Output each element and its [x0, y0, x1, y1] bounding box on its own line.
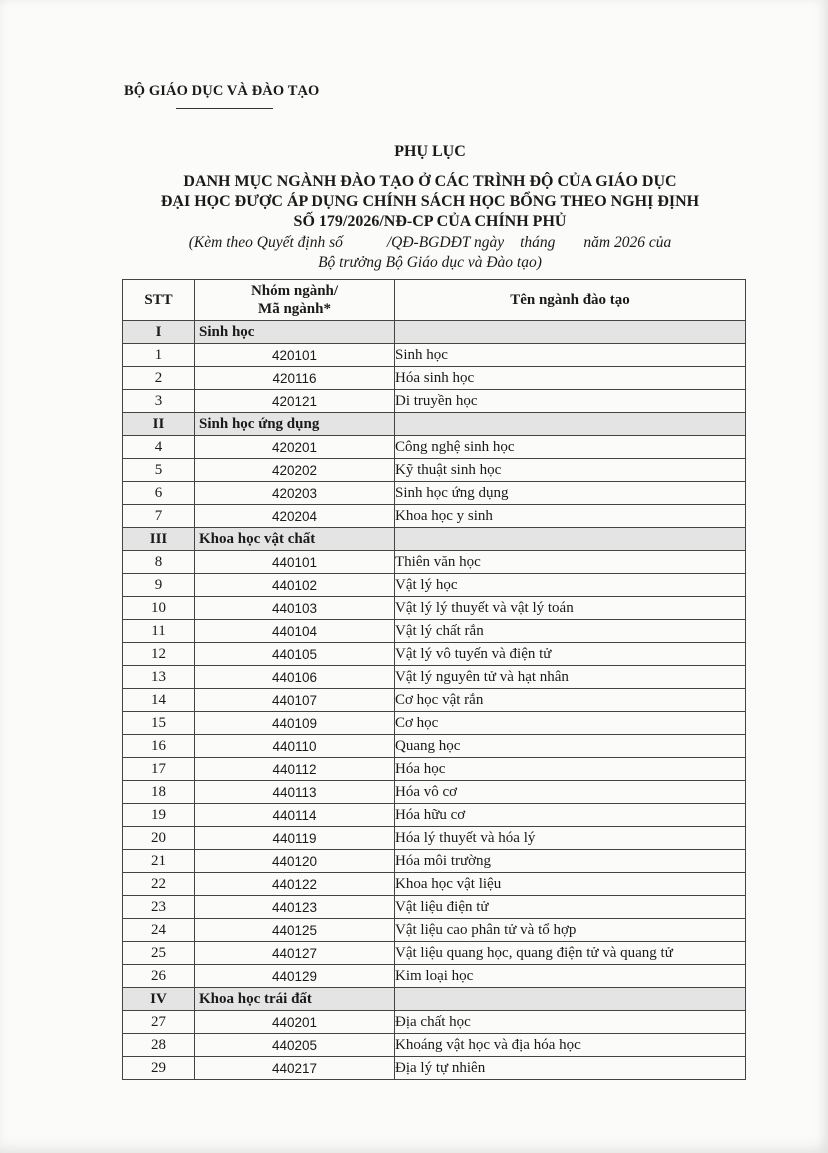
table-row	[123, 942, 746, 965]
row-major-name: Hóa sinh học	[395, 367, 746, 390]
row-stt: 24	[123, 919, 195, 942]
row-major-code: 440104	[195, 620, 395, 643]
row-major-name: Công nghệ sinh học	[395, 436, 746, 459]
row-stt: 9	[123, 574, 195, 597]
row-major-code: 420121	[195, 390, 395, 413]
group-name: Sinh học ứng dụng	[195, 413, 395, 436]
row-major-name: Hóa lý thuyết và hóa lý	[395, 827, 746, 850]
table-row	[123, 643, 746, 666]
row-major-code: 440125	[195, 919, 395, 942]
row-stt: 3	[123, 390, 195, 413]
row-stt: 1	[123, 344, 195, 367]
table-row	[123, 689, 746, 712]
group-roman-numeral: II	[123, 413, 195, 436]
header-group-code-line-1: Nhóm ngành/	[250, 283, 339, 299]
row-stt: 13	[123, 666, 195, 689]
row-stt: 12	[123, 643, 195, 666]
row-major-name: Vật lý chất rắn	[395, 620, 746, 643]
row-stt: 7	[123, 505, 195, 528]
document-title-line-1: DANH MỤC NGÀNH ĐÀO TẠO Ở CÁC TRÌNH ĐỘ CỦA GIÁO DỤC	[183, 173, 677, 190]
row-stt: 27	[123, 1011, 195, 1034]
row-major-name: Hóa hữu cơ	[395, 804, 746, 827]
row-stt: 20	[123, 827, 195, 850]
row-major-code: 440129	[195, 965, 395, 988]
row-stt: 26	[123, 965, 195, 988]
row-major-name: Kỹ thuật sinh học	[395, 459, 746, 482]
table-row	[123, 919, 746, 942]
group-row	[123, 413, 746, 436]
row-major-code: 420203	[195, 482, 395, 505]
table-row	[123, 574, 746, 597]
row-major-code: 420201	[195, 436, 395, 459]
table-row	[123, 758, 746, 781]
row-major-code: 440119	[195, 827, 395, 850]
row-major-name: Quang học	[395, 735, 746, 758]
row-major-name: Vật lý nguyên tử và hạt nhân	[395, 666, 746, 689]
group-roman-numeral: I	[123, 321, 195, 344]
row-major-name: Vật lý học	[395, 574, 746, 597]
row-stt: 8	[123, 551, 195, 574]
row-major-name: Vật liệu quang học, quang điện tử và quang tử	[395, 942, 746, 965]
row-major-name: Hóa vô cơ	[395, 781, 746, 804]
row-stt: 5	[123, 459, 195, 482]
group-empty-cell	[395, 988, 746, 1011]
table-row	[123, 873, 746, 896]
row-major-code: 440217	[195, 1057, 395, 1080]
table-row	[123, 804, 746, 827]
table-row	[123, 965, 746, 988]
row-major-code: 420202	[195, 459, 395, 482]
decision-reference-line-1	[110, 233, 750, 252]
table-row	[123, 1011, 746, 1034]
row-major-code: 440101	[195, 551, 395, 574]
decision-note-part-3: tháng	[520, 234, 556, 251]
row-major-code: 440112	[195, 758, 395, 781]
group-name: Khoa học trái đất	[195, 988, 395, 1011]
row-major-code: 420101	[195, 344, 395, 367]
group-empty-cell	[395, 321, 746, 344]
table-row	[123, 390, 746, 413]
table-row	[123, 620, 746, 643]
row-major-code: 440122	[195, 873, 395, 896]
row-stt: 10	[123, 597, 195, 620]
row-major-code: 420116	[195, 367, 395, 390]
table-row	[123, 735, 746, 758]
document-title-line-3: SỐ 179/2026/NĐ-CP CỦA CHÍNH PHỦ	[293, 213, 567, 230]
row-stt: 16	[123, 735, 195, 758]
table-row	[123, 1057, 746, 1080]
group-row	[123, 528, 746, 551]
header-stt: STT	[123, 280, 195, 321]
table-row	[123, 712, 746, 735]
row-major-name: Hóa môi trường	[395, 850, 746, 873]
row-major-code: 440106	[195, 666, 395, 689]
row-major-code: 440113	[195, 781, 395, 804]
row-stt: 25	[123, 942, 195, 965]
table-row	[123, 436, 746, 459]
row-major-code: 440205	[195, 1034, 395, 1057]
row-major-code: 440123	[195, 896, 395, 919]
decision-reference-line-2: Bộ trưởng Bộ Giáo dục và Đào tạo)	[318, 254, 542, 271]
row-major-name: Di truyền học	[395, 390, 746, 413]
table-row	[123, 781, 746, 804]
row-major-name: Vật liệu cao phân tử và tổ hợp	[395, 919, 746, 942]
row-stt: 14	[123, 689, 195, 712]
group-roman-numeral: IV	[123, 988, 195, 1011]
table-row	[123, 827, 746, 850]
table-row	[123, 482, 746, 505]
row-major-name: Thiên văn học	[395, 551, 746, 574]
row-major-name: Sinh học	[395, 344, 746, 367]
row-stt: 22	[123, 873, 195, 896]
row-stt: 11	[123, 620, 195, 643]
row-major-name: Vật lý lý thuyết và vật lý toán	[395, 597, 746, 620]
row-stt: 15	[123, 712, 195, 735]
row-major-code: 420204	[195, 505, 395, 528]
majors-table	[122, 279, 746, 1080]
group-roman-numeral: III	[123, 528, 195, 551]
row-major-name: Hóa học	[395, 758, 746, 781]
row-stt: 21	[123, 850, 195, 873]
table-row	[123, 344, 746, 367]
group-empty-cell	[395, 413, 746, 436]
row-major-code: 440107	[195, 689, 395, 712]
row-stt: 2	[123, 367, 195, 390]
row-major-name: Vật liệu điện tử	[395, 896, 746, 919]
header-group-code-line-2: Mã ngành*	[258, 301, 331, 317]
table-row	[123, 597, 746, 620]
row-major-name: Khoa học vật liệu	[395, 873, 746, 896]
row-major-name: Kim loại học	[395, 965, 746, 988]
table-row	[123, 666, 746, 689]
group-name: Khoa học vật chất	[195, 528, 395, 551]
row-stt: 4	[123, 436, 195, 459]
group-row	[123, 321, 746, 344]
row-major-name: Vật lý vô tuyến và điện tử	[395, 643, 746, 666]
table-row	[123, 896, 746, 919]
group-name: Sinh học	[195, 321, 395, 344]
group-empty-cell	[395, 528, 746, 551]
header-major-name: Tên ngành đào tạo	[395, 280, 746, 321]
header-group-code	[195, 280, 395, 321]
table-row	[123, 1034, 746, 1057]
row-stt: 18	[123, 781, 195, 804]
row-stt: 28	[123, 1034, 195, 1057]
row-major-code: 440201	[195, 1011, 395, 1034]
row-major-name: Địa lý tự nhiên	[395, 1057, 746, 1080]
row-major-code: 440110	[195, 735, 395, 758]
decision-note-part-1: (Kèm theo Quyết định số	[188, 234, 343, 251]
table-row	[123, 459, 746, 482]
table-row	[123, 367, 746, 390]
document-title-line-2: ĐẠI HỌC ĐƯỢC ÁP DỤNG CHÍNH SÁCH HỌC BỔNG THEO NGHỊ ĐỊNH	[160, 193, 700, 210]
decision-note-part-2: /QĐ-BGDĐT ngày	[386, 234, 505, 251]
ministry-underline	[176, 108, 273, 109]
row-major-name: Cơ học vật rắn	[395, 689, 746, 712]
row-major-code: 440127	[195, 942, 395, 965]
row-major-code: 440105	[195, 643, 395, 666]
row-stt: 6	[123, 482, 195, 505]
row-major-code: 440120	[195, 850, 395, 873]
row-major-name: Khoa học y sinh	[395, 505, 746, 528]
row-major-name: Cơ học	[395, 712, 746, 735]
row-major-name: Địa chất học	[395, 1011, 746, 1034]
row-stt: 23	[123, 896, 195, 919]
row-major-name: Khoáng vật học và địa hóa học	[395, 1034, 746, 1057]
appendix-label: PHỤ LỤC	[394, 143, 466, 160]
table-row	[123, 505, 746, 528]
row-major-code: 440114	[195, 804, 395, 827]
ministry-name: BỘ GIÁO DỤC VÀ ĐÀO TẠO	[124, 83, 320, 99]
row-stt: 19	[123, 804, 195, 827]
row-major-code: 440103	[195, 597, 395, 620]
row-major-code: 440102	[195, 574, 395, 597]
decision-note-part-4: năm 2026 của	[583, 234, 672, 251]
table-row	[123, 850, 746, 873]
row-stt: 17	[123, 758, 195, 781]
table-row	[123, 551, 746, 574]
table-body	[123, 321, 746, 1080]
row-major-name: Sinh học ứng dụng	[395, 482, 746, 505]
group-row	[123, 988, 746, 1011]
row-major-code: 440109	[195, 712, 395, 735]
row-stt: 29	[123, 1057, 195, 1080]
table-header-row	[123, 280, 746, 321]
